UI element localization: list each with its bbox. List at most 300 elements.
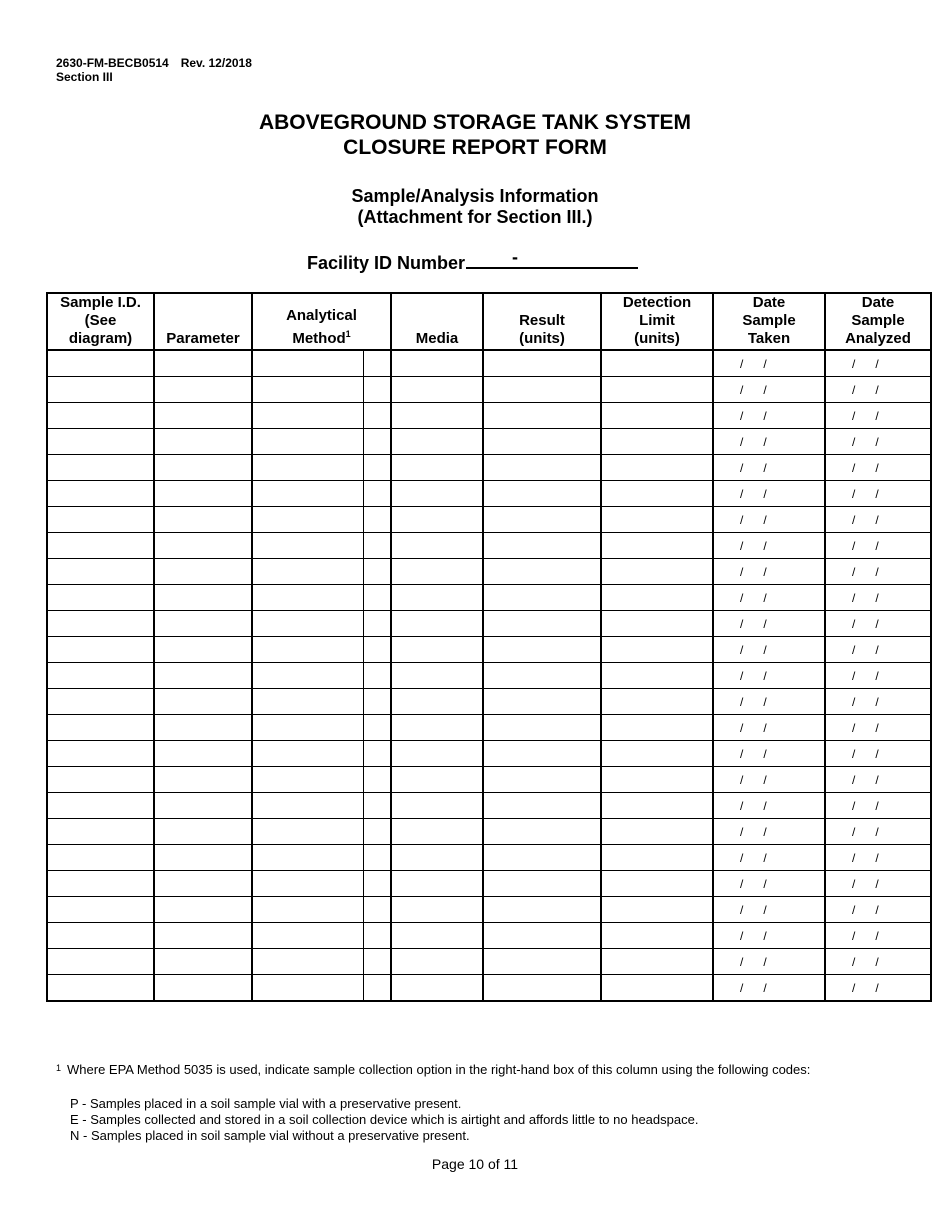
media-cell[interactable] <box>391 819 483 845</box>
method-option-cell[interactable] <box>363 637 391 663</box>
detection-limit-cell[interactable] <box>601 455 713 481</box>
date-taken-cell[interactable] <box>713 533 825 559</box>
date-slashes <box>714 617 824 631</box>
date-analyzed-cell[interactable] <box>825 481 931 507</box>
sample-id-cell[interactable] <box>47 845 154 871</box>
date-slashes <box>714 357 824 371</box>
date-slash: / <box>875 434 879 449</box>
date-analyzed-cell[interactable] <box>825 585 931 611</box>
method-cell[interactable] <box>252 819 363 845</box>
date-analyzed-cell[interactable] <box>825 559 931 585</box>
method-option-cell[interactable] <box>363 507 391 533</box>
parameter-cell[interactable] <box>154 715 252 741</box>
media-cell[interactable] <box>391 585 483 611</box>
detection-limit-cell[interactable] <box>601 637 713 663</box>
detection-limit-cell[interactable] <box>601 871 713 897</box>
method-cell[interactable] <box>252 611 363 637</box>
table-row <box>47 975 931 1002</box>
date-slashes <box>826 903 930 917</box>
date-taken-cell[interactable] <box>713 871 825 897</box>
date-analyzed-cell[interactable] <box>825 377 931 403</box>
detection-limit-cell[interactable] <box>601 481 713 507</box>
date-taken-cell[interactable] <box>713 793 825 819</box>
method-cell[interactable] <box>252 585 363 611</box>
date-slash: / <box>875 954 879 969</box>
date-slash: / <box>740 590 744 605</box>
header-line: (units) <box>519 330 565 347</box>
date-slashes <box>714 747 824 761</box>
sample-id-cell[interactable] <box>47 611 154 637</box>
date-taken-cell[interactable] <box>713 741 825 767</box>
date-taken-cell[interactable] <box>713 481 825 507</box>
detection-limit-cell[interactable] <box>601 923 713 949</box>
media-cell[interactable] <box>391 793 483 819</box>
sample-id-cell[interactable] <box>47 923 154 949</box>
date-slashes <box>714 383 824 397</box>
date-taken-cell[interactable] <box>713 377 825 403</box>
method-cell[interactable] <box>252 871 363 897</box>
method-cell[interactable] <box>252 429 363 455</box>
detection-limit-cell[interactable] <box>601 689 713 715</box>
date-analyzed-cell[interactable] <box>825 793 931 819</box>
table-row <box>47 403 931 429</box>
detection-limit-cell[interactable] <box>601 845 713 871</box>
table-row <box>47 585 931 611</box>
header-line: Taken <box>747 330 791 347</box>
header-line: Sample <box>742 312 796 329</box>
result-cell[interactable] <box>483 663 601 689</box>
method-cell[interactable] <box>252 689 363 715</box>
media-cell[interactable] <box>391 559 483 585</box>
method-cell[interactable] <box>252 350 363 377</box>
result-cell[interactable] <box>483 429 601 455</box>
date-taken-cell[interactable] <box>713 637 825 663</box>
media-cell[interactable] <box>391 767 483 793</box>
col-detection-limit-header <box>601 293 713 350</box>
media-cell[interactable] <box>391 663 483 689</box>
date-analyzed-cell[interactable] <box>825 949 931 975</box>
parameter-cell[interactable] <box>154 975 252 1002</box>
result-cell[interactable] <box>483 741 601 767</box>
form-subtitle <box>0 186 950 228</box>
method-cell[interactable] <box>252 377 363 403</box>
parameter-cell[interactable] <box>154 741 252 767</box>
date-slash: / <box>875 460 879 475</box>
header-line: Sample I.D. <box>60 294 141 311</box>
result-cell[interactable] <box>483 611 601 637</box>
detection-limit-cell[interactable] <box>601 897 713 923</box>
date-analyzed-cell[interactable] <box>825 741 931 767</box>
sample-id-cell[interactable] <box>47 403 154 429</box>
sample-id-cell[interactable] <box>47 897 154 923</box>
date-slashes <box>714 955 824 969</box>
sample-id-cell[interactable] <box>47 663 154 689</box>
sample-id-cell[interactable] <box>47 819 154 845</box>
date-slash: / <box>740 616 744 631</box>
media-cell[interactable] <box>391 611 483 637</box>
media-cell[interactable] <box>391 507 483 533</box>
date-taken-cell[interactable] <box>713 767 825 793</box>
table-row <box>47 715 931 741</box>
date-taken-cell[interactable] <box>713 689 825 715</box>
date-slash: / <box>852 720 856 735</box>
result-cell[interactable] <box>483 533 601 559</box>
date-analyzed-cell[interactable] <box>825 689 931 715</box>
header-line: Parameter <box>166 330 240 347</box>
parameter-cell[interactable] <box>154 767 252 793</box>
date-slash: / <box>852 512 856 527</box>
media-cell[interactable] <box>391 350 483 377</box>
date-slash: / <box>763 564 767 579</box>
method-cell[interactable] <box>252 949 363 975</box>
sample-id-cell[interactable] <box>47 871 154 897</box>
media-cell[interactable] <box>391 741 483 767</box>
detection-limit-cell[interactable] <box>601 663 713 689</box>
date-slash: / <box>740 720 744 735</box>
code-n: N - Samples placed in soil sample vial without a preservative present. <box>70 1128 470 1143</box>
method-cell[interactable] <box>252 403 363 429</box>
date-analyzed-cell[interactable] <box>825 611 931 637</box>
date-slash: / <box>875 694 879 709</box>
method-cell[interactable] <box>252 637 363 663</box>
method-option-cell[interactable] <box>363 585 391 611</box>
parameter-cell[interactable] <box>154 507 252 533</box>
sample-id-cell[interactable] <box>47 793 154 819</box>
result-cell[interactable] <box>483 559 601 585</box>
parameter-cell[interactable] <box>154 611 252 637</box>
table-row <box>47 611 931 637</box>
date-taken-cell[interactable] <box>713 845 825 871</box>
detection-limit-cell[interactable] <box>601 585 713 611</box>
facility-id <box>307 249 638 274</box>
table-row <box>47 689 931 715</box>
date-analyzed-cell[interactable] <box>825 455 931 481</box>
method-option-cell[interactable] <box>363 871 391 897</box>
result-cell[interactable] <box>483 455 601 481</box>
method-option-cell[interactable] <box>363 559 391 585</box>
result-cell[interactable] <box>483 715 601 741</box>
media-cell[interactable] <box>391 403 483 429</box>
detection-limit-cell[interactable] <box>601 819 713 845</box>
date-taken-cell[interactable] <box>713 663 825 689</box>
detection-limit-cell[interactable] <box>601 403 713 429</box>
method-cell[interactable] <box>252 793 363 819</box>
parameter-cell[interactable] <box>154 819 252 845</box>
date-taken-cell[interactable] <box>713 429 825 455</box>
method-option-cell[interactable] <box>363 455 391 481</box>
date-taken-cell[interactable] <box>713 585 825 611</box>
header-line <box>253 325 390 348</box>
date-taken-cell[interactable] <box>713 975 825 1002</box>
date-slashes <box>714 669 824 683</box>
col-analytical-method-header <box>252 293 391 350</box>
method-option-cell[interactable] <box>363 975 391 1002</box>
date-slash: / <box>875 928 879 943</box>
result-cell[interactable] <box>483 637 601 663</box>
date-analyzed-cell[interactable] <box>825 507 931 533</box>
sample-id-cell[interactable] <box>47 689 154 715</box>
date-analyzed-cell[interactable] <box>825 897 931 923</box>
date-slash: / <box>763 824 767 839</box>
date-taken-cell[interactable] <box>713 819 825 845</box>
result-cell[interactable] <box>483 767 601 793</box>
parameter-cell[interactable] <box>154 429 252 455</box>
date-slash: / <box>740 434 744 449</box>
method-option-cell[interactable] <box>363 845 391 871</box>
date-slashes <box>826 513 930 527</box>
method-option-cell[interactable] <box>363 377 391 403</box>
sample-id-cell[interactable] <box>47 637 154 663</box>
date-slash: / <box>875 980 879 995</box>
date-taken-cell[interactable] <box>713 455 825 481</box>
table-row <box>47 767 931 793</box>
parameter-cell[interactable] <box>154 897 252 923</box>
date-analyzed-cell[interactable] <box>825 975 931 1002</box>
detection-limit-cell[interactable] <box>601 533 713 559</box>
detection-limit-cell[interactable] <box>601 715 713 741</box>
date-taken-cell[interactable] <box>713 350 825 377</box>
date-analyzed-cell[interactable] <box>825 871 931 897</box>
result-cell[interactable] <box>483 923 601 949</box>
media-cell[interactable] <box>391 533 483 559</box>
date-analyzed-cell[interactable] <box>825 533 931 559</box>
parameter-cell[interactable] <box>154 923 252 949</box>
media-cell[interactable] <box>391 637 483 663</box>
sample-id-cell[interactable] <box>47 949 154 975</box>
media-cell[interactable] <box>391 455 483 481</box>
result-cell[interactable] <box>483 897 601 923</box>
result-cell[interactable] <box>483 689 601 715</box>
date-slash: / <box>740 356 744 371</box>
sample-id-cell[interactable] <box>47 741 154 767</box>
parameter-cell[interactable] <box>154 871 252 897</box>
sample-id-cell[interactable] <box>47 350 154 377</box>
col-sample-id-header <box>47 293 154 350</box>
date-slash: / <box>763 746 767 761</box>
method-cell[interactable] <box>252 845 363 871</box>
header-line: Result <box>519 312 565 329</box>
method-option-cell[interactable] <box>363 793 391 819</box>
method-cell[interactable] <box>252 897 363 923</box>
sample-id-cell[interactable] <box>47 585 154 611</box>
method-cell[interactable] <box>252 663 363 689</box>
header-line: diagram) <box>68 330 133 347</box>
parameter-cell[interactable] <box>154 559 252 585</box>
col-result-header <box>483 293 601 350</box>
date-slashes <box>714 461 824 475</box>
result-cell[interactable] <box>483 871 601 897</box>
date-slash: / <box>763 382 767 397</box>
header-line: Limit <box>639 312 675 329</box>
detection-limit-cell[interactable] <box>601 975 713 1002</box>
method-cell[interactable] <box>252 923 363 949</box>
date-slashes <box>714 721 824 735</box>
header-line: Detection <box>622 294 692 311</box>
date-analyzed-cell[interactable] <box>825 429 931 455</box>
header-line: Media <box>415 330 459 347</box>
date-analyzed-cell[interactable] <box>825 350 931 377</box>
method-cell[interactable] <box>252 533 363 559</box>
result-cell[interactable] <box>483 377 601 403</box>
parameter-cell[interactable] <box>154 949 252 975</box>
sample-id-cell[interactable] <box>47 429 154 455</box>
method-option-cell[interactable] <box>363 767 391 793</box>
parameter-cell[interactable] <box>154 845 252 871</box>
date-slashes <box>826 721 930 735</box>
method-option-cell[interactable] <box>363 897 391 923</box>
media-cell[interactable] <box>391 377 483 403</box>
date-slash: / <box>852 590 856 605</box>
result-cell[interactable] <box>483 819 601 845</box>
result-cell[interactable] <box>483 975 601 1002</box>
method-cell[interactable] <box>252 507 363 533</box>
parameter-cell[interactable] <box>154 689 252 715</box>
date-slash: / <box>852 850 856 865</box>
date-slash: / <box>740 512 744 527</box>
result-cell[interactable] <box>483 403 601 429</box>
date-analyzed-cell[interactable] <box>825 845 931 871</box>
detection-limit-cell[interactable] <box>601 767 713 793</box>
result-cell[interactable] <box>483 949 601 975</box>
sample-id-cell[interactable] <box>47 975 154 1002</box>
date-analyzed-cell[interactable] <box>825 767 931 793</box>
detection-limit-cell[interactable] <box>601 741 713 767</box>
date-slash: / <box>740 382 744 397</box>
result-cell[interactable] <box>483 845 601 871</box>
header-line: Analytical <box>286 307 357 324</box>
header-line: Analyzed <box>845 330 911 347</box>
method-option-cell[interactable] <box>363 611 391 637</box>
date-slash: / <box>740 980 744 995</box>
date-taken-cell[interactable] <box>713 507 825 533</box>
detection-limit-cell[interactable] <box>601 793 713 819</box>
sample-id-cell[interactable] <box>47 377 154 403</box>
detection-limit-cell[interactable] <box>601 429 713 455</box>
date-slash: / <box>763 720 767 735</box>
date-slashes <box>826 747 930 761</box>
sample-id-cell[interactable] <box>47 767 154 793</box>
date-analyzed-cell[interactable] <box>825 637 931 663</box>
method-option-cell[interactable] <box>363 689 391 715</box>
parameter-cell[interactable] <box>154 377 252 403</box>
date-slashes <box>826 695 930 709</box>
table-row <box>47 871 931 897</box>
detection-limit-cell[interactable] <box>601 377 713 403</box>
date-taken-cell[interactable] <box>713 923 825 949</box>
method-option-cell[interactable] <box>363 663 391 689</box>
detection-limit-cell[interactable] <box>601 949 713 975</box>
date-slash: / <box>740 772 744 787</box>
method-option-cell[interactable] <box>363 741 391 767</box>
parameter-cell[interactable] <box>154 403 252 429</box>
parameter-cell[interactable] <box>154 533 252 559</box>
detection-limit-cell[interactable] <box>601 611 713 637</box>
method-option-cell[interactable] <box>363 715 391 741</box>
media-cell[interactable] <box>391 871 483 897</box>
media-cell[interactable] <box>391 481 483 507</box>
media-cell[interactable] <box>391 689 483 715</box>
date-analyzed-cell[interactable] <box>825 663 931 689</box>
date-slash: / <box>763 486 767 501</box>
date-taken-cell[interactable] <box>713 715 825 741</box>
result-cell[interactable] <box>483 481 601 507</box>
method-option-cell[interactable] <box>363 819 391 845</box>
method-option-cell[interactable] <box>363 403 391 429</box>
parameter-cell[interactable] <box>154 350 252 377</box>
date-taken-cell[interactable] <box>713 403 825 429</box>
date-analyzed-cell[interactable] <box>825 923 931 949</box>
parameter-cell[interactable] <box>154 585 252 611</box>
date-slash: / <box>875 668 879 683</box>
date-taken-cell[interactable] <box>713 949 825 975</box>
date-taken-cell[interactable] <box>713 897 825 923</box>
date-taken-cell[interactable] <box>713 559 825 585</box>
sample-id-cell[interactable] <box>47 559 154 585</box>
method-cell[interactable] <box>252 741 363 767</box>
detection-limit-cell[interactable] <box>601 559 713 585</box>
method-cell[interactable] <box>252 455 363 481</box>
subtitle-line-1: Sample/Analysis Information <box>351 186 599 206</box>
date-analyzed-cell[interactable] <box>825 819 931 845</box>
method-option-cell[interactable] <box>363 533 391 559</box>
result-cell[interactable] <box>483 350 601 377</box>
date-analyzed-cell[interactable] <box>825 715 931 741</box>
method-option-cell[interactable] <box>363 923 391 949</box>
detection-limit-cell[interactable] <box>601 350 713 377</box>
result-cell[interactable] <box>483 793 601 819</box>
sample-id-cell[interactable] <box>47 481 154 507</box>
parameter-cell[interactable] <box>154 455 252 481</box>
media-cell[interactable] <box>391 429 483 455</box>
media-cell[interactable] <box>391 923 483 949</box>
method-cell[interactable] <box>252 715 363 741</box>
date-slash: / <box>875 824 879 839</box>
detection-limit-cell[interactable] <box>601 507 713 533</box>
parameter-cell[interactable] <box>154 793 252 819</box>
sample-id-cell[interactable] <box>47 533 154 559</box>
method-cell[interactable] <box>252 559 363 585</box>
sample-id-cell[interactable] <box>47 715 154 741</box>
method-option-cell[interactable] <box>363 481 391 507</box>
date-slash: / <box>740 538 744 553</box>
result-cell[interactable] <box>483 585 601 611</box>
parameter-cell[interactable] <box>154 637 252 663</box>
parameter-cell[interactable] <box>154 481 252 507</box>
method-cell[interactable] <box>252 481 363 507</box>
media-cell[interactable] <box>391 715 483 741</box>
date-slash: / <box>852 772 856 787</box>
title-line-2: CLOSURE REPORT FORM <box>343 136 607 159</box>
date-taken-cell[interactable] <box>713 611 825 637</box>
media-cell[interactable] <box>391 975 483 1002</box>
facility-id-field[interactable] <box>466 249 638 269</box>
method-cell[interactable] <box>252 975 363 1002</box>
method-option-cell[interactable] <box>363 429 391 455</box>
parameter-cell[interactable] <box>154 663 252 689</box>
result-cell[interactable] <box>483 507 601 533</box>
sample-id-cell[interactable] <box>47 507 154 533</box>
method-cell[interactable] <box>252 767 363 793</box>
method-option-cell[interactable] <box>363 350 391 377</box>
media-cell[interactable] <box>391 845 483 871</box>
sample-id-cell[interactable] <box>47 455 154 481</box>
date-analyzed-cell[interactable] <box>825 403 931 429</box>
method-option-cell[interactable] <box>363 949 391 975</box>
date-slash: / <box>852 980 856 995</box>
media-cell[interactable] <box>391 897 483 923</box>
media-cell[interactable] <box>391 949 483 975</box>
date-slashes <box>714 643 824 657</box>
